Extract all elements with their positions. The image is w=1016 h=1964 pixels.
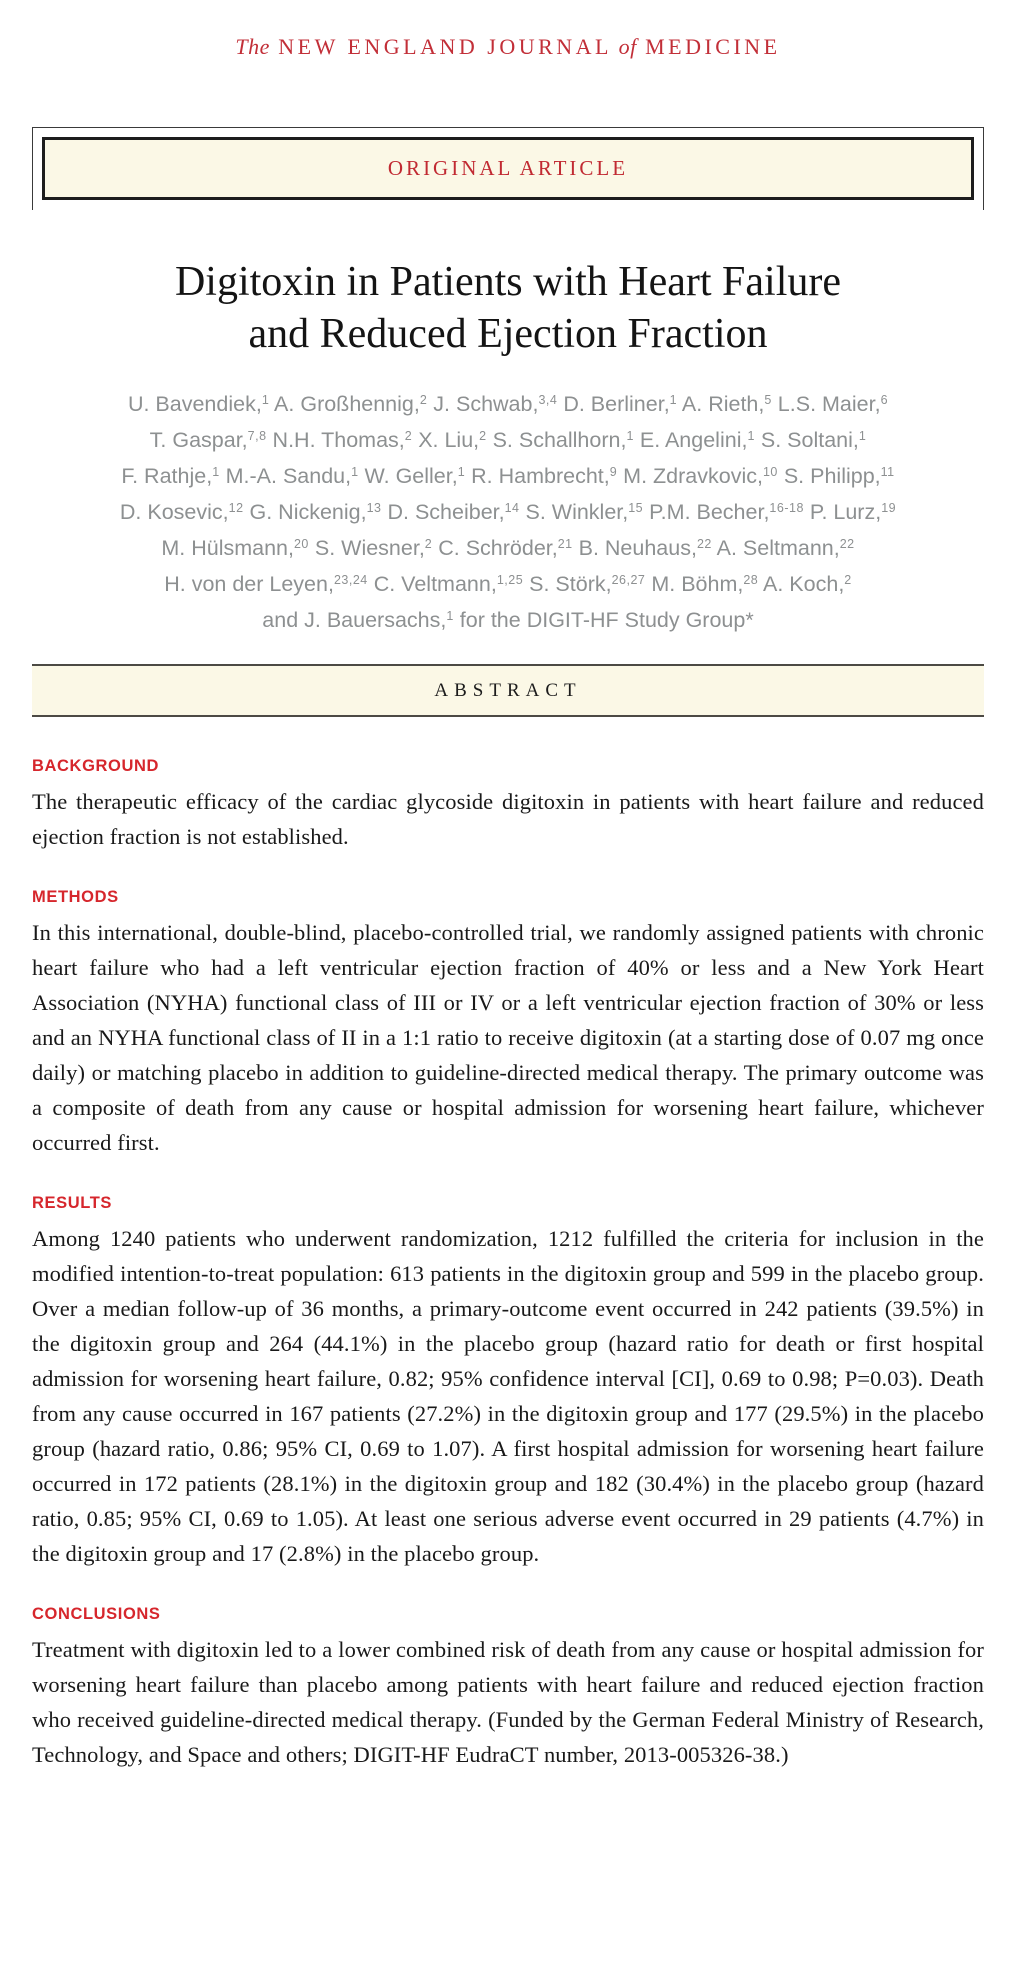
section-text: Treatment with digitoxin led to a lower combined risk of death from any cause or hospital admission for worsening heart failure than placebo among patients with heart failure and reduced ejection fraction who received guideline-directed medical therapy. (Funded by the German Federal Ministry of Research, Technology, and Space and others; DIGIT-HF EudraCT number, 2013-005326-38.) [32, 1637, 984, 1767]
section-text: Among 1240 patients who underwent randomization, 1212 fulfilled the criteria for inclusion in the modified intention-to-treat population: 613 patients in the digitoxin group and 599 in the placebo group. Over a median follow-up of 36 months, a primary-outcome event occurred in 242 patients (39.5%) in the digitoxin group and 264 (44.1%) in the placebo group (hazard ratio for death or first hospital admission for worsening heart failure, 0.82; 95% confidence interval [CI], 0.69 to 0.98; P=0.03). Death from any cause occurred in 167 patients (27.2%) in the digitoxin group and 177 (29.5%) in the placebo group (hazard ratio, 0.86; 95% CI, 0.69 to 1.07). A first hospital admission for worsening heart failure occurred in 172 patients (28.1%) in the digitoxin group and 182 (30.4%) in the placebo group (hazard ratio, 0.85; 95% CI, 0.69 to 1.05). At least one serious adverse event occurred in 29 patients (4.7%) in the digitoxin group and 17 (2.8%) in the placebo group. [32, 1226, 984, 1566]
author-line: U. Bavendiek,$^1$ A. Großhennig,$^2$ J. Schwab,$^{3,4}$ D. Berliner,$^1$ A. Rieth,$^5$ L.S. Maier,$^6$ [127, 392, 889, 416]
abstract-section [32, 757, 984, 854]
section-heading: CONCLUSIONS [32, 1605, 161, 1623]
author-line: F. Rathje,$^1$ M.-A. Sandu,$^1$ W. Geller,$^1$ R. Hambrecht,$^9$ M. Zdravkovic,$^{10}$ S. Philipp,$^{11}$ [121, 464, 895, 488]
journal-masthead [0, 0, 1016, 60]
author-line: T. Gaspar,$^{7,8}$ N.H. Thomas,$^2$ X. Liu,$^2$ S. Schallhorn,$^1$ E. Angelini,$^1$ S. Soltani,$^1$ [149, 428, 867, 452]
author-line: D. Kosevic,$^{12}$ G. Nickenig,$^{13}$ D. Scheiber,$^{14}$ S. Winkler,$^{15}$ P.M. Becher,$^{16-18}$ P. Lurz,$^{19}$ [119, 500, 897, 524]
abstract-section [32, 1194, 984, 1571]
section-heading: METHODS [32, 888, 119, 906]
author-list [60, 386, 956, 638]
article-title-line2: and Reduced Ejection Fraction [248, 311, 768, 357]
article-type-label: ORIGINAL ARTICLE [387, 156, 629, 180]
section-heading: BACKGROUND [32, 757, 159, 775]
abstract-sections [32, 757, 984, 1772]
section-heading: RESULTS [32, 1194, 112, 1212]
masthead-new-england-journal: NEW ENGLAND JOURNAL [278, 34, 612, 59]
author-line: and J. Bauersachs,$^1$ for the DIGIT-HF Study Group* [262, 608, 754, 632]
article-title [0, 256, 1016, 360]
abstract-section [32, 888, 984, 1160]
author-line: M. Hülsmann,$^{20}$ S. Wiesner,$^2$ C. Schröder,$^{21}$ B. Neuhaus,$^{22}$ A. Seltmann,$^{22}$ [161, 536, 855, 560]
masthead-medicine: MEDICINE [645, 34, 781, 59]
article-type-box [42, 137, 974, 200]
masthead-the: The [235, 34, 270, 59]
section-text: The therapeutic efficacy of the cardiac glycoside digitoxin in patients with heart failure and reduced ejection fraction is not established. [32, 789, 984, 849]
author-line: H. von der Leyen,$^{23,24}$ C. Veltmann,$^{1,25}$ S. Störk,$^{26,27}$ M. Böhm,$^{28}$ A. Koch,$^2$ [164, 572, 852, 596]
abstract-band [32, 664, 984, 717]
masthead-of: of [618, 34, 637, 59]
article-title-line1: Digitoxin in Patients with Heart Failure [174, 259, 842, 305]
section-text: In this international, double-blind, placebo-controlled trial, we randomly assigned patients with chronic heart failure who had a left ventricular ejection fraction of 40% or less and a New York Heart Association (NYHA) functional class of III or IV or a left ventricular ejection fraction of 30% or less and an NYHA functional class of II in a 1:1 ratio to receive digitoxin (at a starting dose of 0.07 mg once daily) or matching placebo in addition to guideline-directed medical therapy. The primary outcome was a composite of death from any cause or hospital admission for worsening heart failure, whichever occurred first. [32, 920, 984, 1155]
abstract-label: ABSTRACT [434, 679, 582, 701]
abstract-section [32, 1605, 984, 1772]
article-type-frame [32, 127, 984, 210]
